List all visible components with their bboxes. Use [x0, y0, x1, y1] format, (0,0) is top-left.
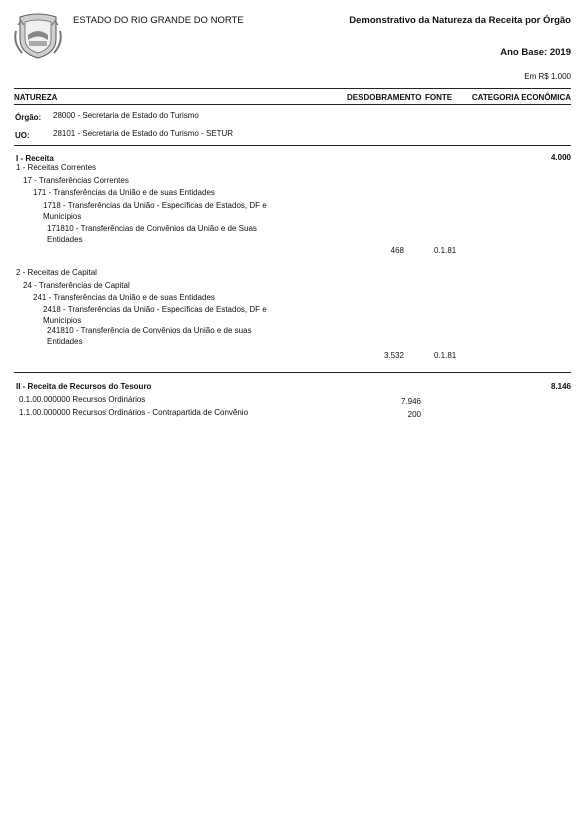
orgao-label: Órgão:: [15, 113, 42, 122]
col-fonte: FONTE: [425, 93, 453, 102]
tesouro-title: II - Receita de Recursos do Tesouro: [16, 382, 152, 391]
capital-level-3: 241 - Transferências da União e de suas Entidades: [33, 293, 215, 302]
section-rule: [14, 372, 571, 373]
col-desdobramento: DESDOBRAMENTO: [347, 93, 422, 102]
capital-level-5: 241810 - Transferência de Convênios da União e de suas Entidades: [47, 326, 252, 346]
correntes-fonte: 0.1.81: [434, 246, 457, 255]
tesouro-row-label: 0.1.00.000000 Recursos Ordinários: [19, 395, 146, 404]
correntes-level-3: 171 - Transferências da União e de suas Entidades: [33, 188, 215, 197]
org-rule: [14, 145, 571, 146]
col-natureza: NATUREZA: [14, 93, 58, 102]
receita-total: 4.000: [550, 153, 571, 162]
report-title: Demonstrativo da Natureza da Receita por Órgão: [349, 15, 571, 26]
base-year: Ano Base: 2019: [500, 47, 571, 58]
tesouro-total: 8.146: [550, 382, 571, 391]
orgao-value: 28000 - Secretaria de Estado do Turismo: [53, 111, 199, 120]
capital-level-2: 24 - Transferências de Capital: [23, 281, 130, 290]
uo-label: UO:: [15, 131, 30, 140]
correntes-level-5: 171810 - Transferências de Convênios da União e de Suas Entidades: [47, 224, 257, 244]
tesouro-row-label: 1.1.00.000000 Recursos Ordinários - Contrapartida de Convênio: [19, 408, 249, 417]
currency-unit: Em R$ 1.000: [524, 72, 571, 81]
capital-value: 3.532: [383, 351, 404, 360]
receita-title: I - Receita: [16, 154, 54, 163]
uo-value: 28101 - Secretaria de Estado do Turismo - SETUR: [53, 129, 234, 138]
tesouro-row-value: 200: [407, 410, 421, 419]
capital-level-1: 2 - Receitas de Capital: [16, 268, 97, 277]
header-top-rule: [14, 88, 571, 89]
capital-fonte: 0.1.81: [434, 351, 457, 360]
capital-level-4: 2418 - Transferências da União - Específicas de Estados, DF e Municípios: [43, 305, 267, 325]
state-coat-of-arms-icon: [14, 13, 62, 59]
header-bottom-rule: [14, 104, 571, 105]
correntes-level-1: 1 - Receitas Correntes: [16, 163, 97, 172]
state-name: ESTADO DO RIO GRANDE DO NORTE: [73, 15, 244, 26]
col-categoria: CATEGORIA ECONÔMICA: [471, 93, 571, 102]
correntes-value: 468: [390, 246, 404, 255]
tesouro-row-value: 7.946: [400, 397, 421, 406]
correntes-level-2: 17 - Transferências Correntes: [23, 176, 129, 185]
correntes-level-4: 1718 - Transferências da União - Específicas de Estados, DF e Municípios: [43, 201, 267, 221]
